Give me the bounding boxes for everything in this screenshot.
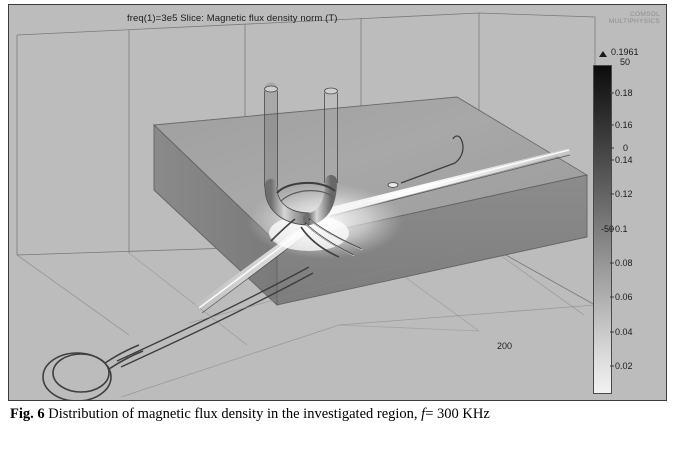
comsol-watermark [609, 11, 660, 25]
axis-label-200: 200 [497, 341, 513, 351]
figure-container [8, 4, 667, 401]
legend-tick-label: 0.14 [615, 154, 633, 165]
legend-tick-label: 0.04 [615, 326, 633, 337]
legend-tick-label: -50 [601, 223, 615, 234]
legend-tick-dash [610, 365, 614, 366]
legend-max-line-2: 50 [620, 57, 631, 67]
legend-max-line-1: 0.1961 [611, 47, 639, 57]
legend-tick-dash [610, 194, 614, 195]
watermark-line-1: COMSOL [630, 11, 660, 18]
legend-tick-dash [610, 297, 614, 298]
legend-tick-label: 0.08 [615, 257, 633, 268]
legend-max-arrow-icon [599, 51, 607, 57]
color-legend [593, 47, 663, 397]
legend-tick-dash [610, 148, 614, 149]
legend-tick-dash [610, 125, 614, 126]
legend-tick-label: 0.02 [615, 360, 633, 371]
legend-tick-label: 0.06 [615, 292, 633, 303]
comsol-3d-scene [9, 5, 666, 400]
legend-max-value [611, 47, 639, 67]
legend-tick-label: 0 [623, 143, 629, 154]
caption-label: Fig. 6 [10, 406, 45, 422]
legend-tick-dash [610, 331, 614, 332]
legend-tick-label: 0.1 [615, 223, 628, 234]
legend-tick-dash [610, 92, 614, 93]
figure-caption [10, 404, 665, 424]
legend-tick-dash [610, 262, 614, 263]
caption-italic-symbol: f [421, 406, 426, 422]
legend-tick-label: 0.16 [615, 120, 633, 131]
watermark-line-2: MULTIPHYSICS [608, 18, 660, 25]
caption-text-before: Distribution of magnetic flux density in the investigated region, [44, 406, 422, 422]
caption-text-after: = 300 KHz [425, 406, 490, 422]
legend-tick-label: 0.12 [615, 189, 633, 200]
legend-tick-label: 0.18 [615, 87, 633, 98]
legend-tick-dash [610, 159, 614, 160]
plot-title: freq(1)=3e5 Slice: Magnetic flux density norm (T) [127, 13, 338, 24]
